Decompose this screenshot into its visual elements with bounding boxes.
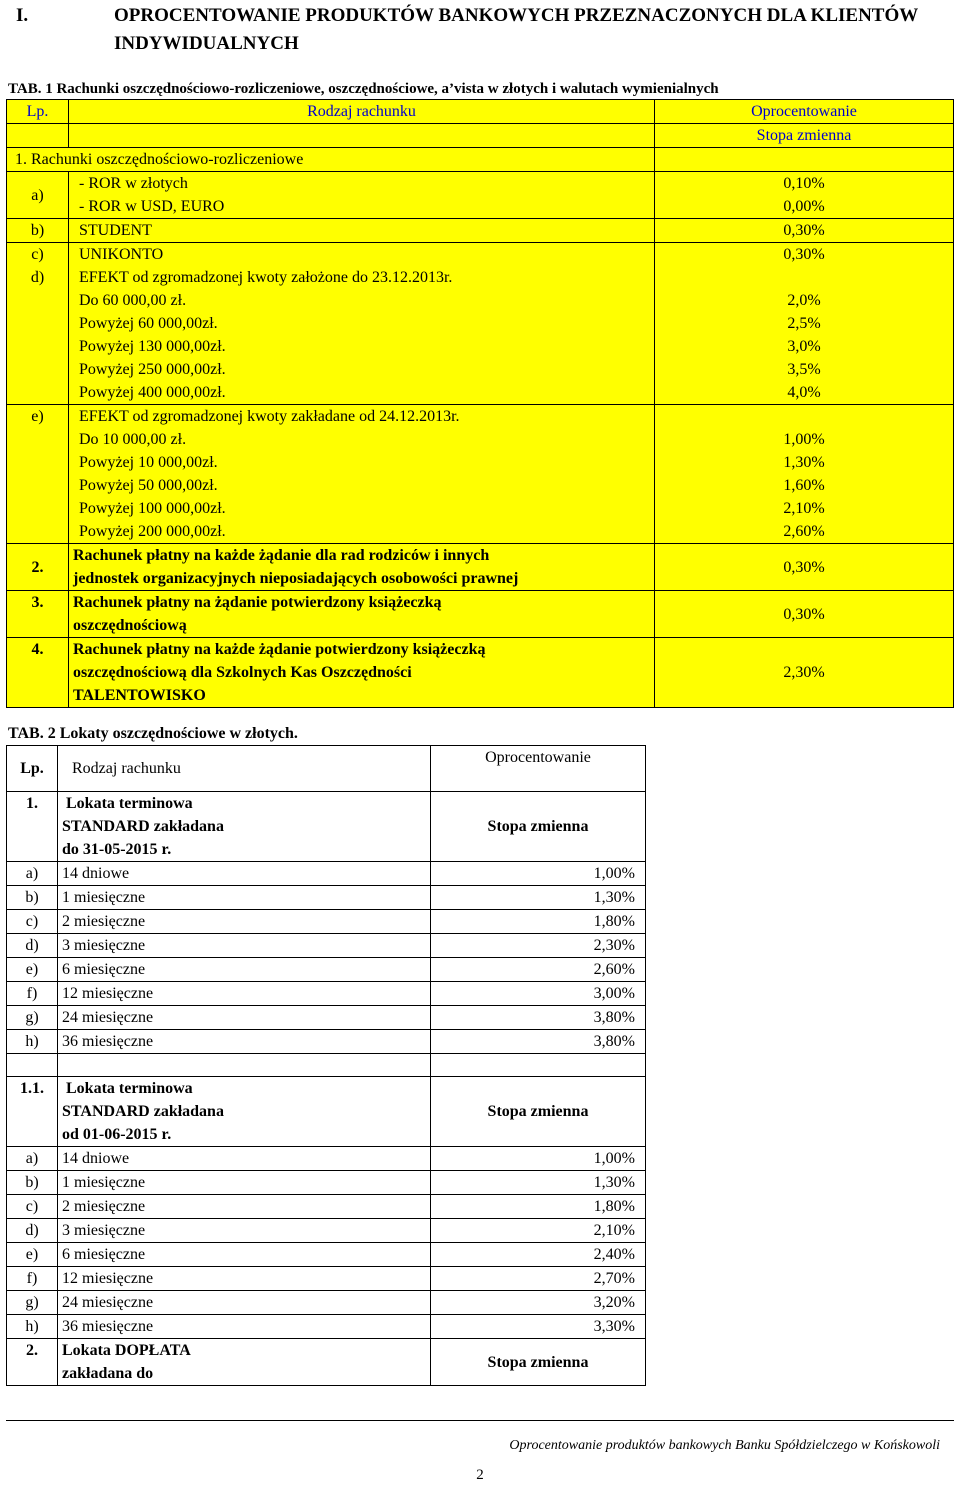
header-lp: Lp. (7, 100, 69, 124)
header-account-type: Rodzaj rachunku (69, 100, 655, 124)
table-row: 4. Rachunek płatny na każde żądanie potwierdzony książeczką oszczędnościową dla Szkolnych Kas Oszczędności TALENTOWISKO 2,30% (7, 638, 954, 708)
deposits-table (6, 745, 646, 1386)
table-row: c) 2 miesięczne 1,80% (7, 910, 646, 934)
table-row: f) 12 miesięczne 3,00% (7, 982, 646, 1006)
spacer-row (7, 1054, 646, 1077)
table-row: 3. Rachunek płatny na żądanie potwierdzony książeczką oszczędnościową 0,30% (7, 591, 954, 638)
table-row: b) STUDENT 0,30% (7, 219, 954, 243)
table-row: 2. Rachunek płatny na każde żądanie dla rad rodziców i innych jednostek organizacyjnych nieposiadających osobowości prawnej 0,30% (7, 544, 954, 591)
table-row: a) - ROR w złotych - ROR w USD, EURO 0,10% 0,00% (7, 172, 954, 219)
header-deposit-type: Rodzaj rachunku (58, 746, 431, 792)
table-row: e) 6 miesięczne 2,60% (7, 958, 646, 982)
table-row: g) 24 miesięczne 3,80% (7, 1006, 646, 1030)
table-row: e) 6 miesięczne 2,40% (7, 1243, 646, 1267)
table-row: h) 36 miesięczne 3,80% (7, 1030, 646, 1054)
table-row: d) 3 miesięczne 2,30% (7, 934, 646, 958)
footer-divider (6, 1420, 954, 1421)
header-lp: Lp. (7, 746, 58, 792)
deposit-group (7, 792, 646, 1054)
section-title: OPROCENTOWANIE PRODUKTÓW BANKOWYCH PRZEZNACZONYCH DLA KLIENTÓW INDYWIDUALNYCH (114, 5, 918, 54)
header-rate: Oprocentowanie (655, 100, 954, 124)
page-number: 2 (476, 1467, 484, 1483)
table-row: 1.1. Lokata terminowa STANDARD zakładana od 01-06-2015 r. Stopa zmienna (7, 1077, 646, 1147)
accounts-table (6, 99, 954, 708)
table-row: b) 1 miesięczne 1,30% (7, 1171, 646, 1195)
table-row: h) 36 miesięczne 3,30% (7, 1315, 646, 1339)
section-heading (16, 2, 946, 58)
table-row: c) d) UNIKONTO EFEKT od zgromadzonej kwoty założone do 23.12.2013r. Do 60 000,00 zł. Powyżej 60 000,00zł. Powyżej 130 000,00zł. Powyżej 250 000,00zł. Powyżej 400 000,00zł. 0,30% 2,0% 2,5% 3,0% 3,5% 4,0% (7, 243, 954, 405)
table-row: 2. Lokata DOPŁATA zakładana do Stopa zmienna (7, 1339, 646, 1386)
table-row: f) 12 miesięczne 2,70% (7, 1267, 646, 1291)
table1-caption: TAB. 1 Rachunki oszczędnościowo-rozliczeniowe, oszczędnościowe, a’vista w złotych i walutach wymienialnych (8, 81, 719, 97)
table-row: g) 24 miesięczne 3,20% (7, 1291, 646, 1315)
table-row: c) 2 miesięczne 1,80% (7, 1195, 646, 1219)
table-row: d) 3 miesięczne 2,10% (7, 1219, 646, 1243)
table-row: e) EFEKT od zgromadzonej kwoty zakładane od 24.12.2013r. Do 10 000,00 zł. Powyżej 10 000,00zł. Powyżej 50 000,00zł. Powyżej 100 000,00zł. Powyżej 200 000,00zł. 1,00% 1,30% 1,60% 2,10% 2,60% (7, 405, 954, 544)
table-header-row (7, 124, 954, 148)
table2-caption: TAB. 2 Lokaty oszczędnościowe w złotych. (8, 725, 298, 742)
table-row: a) 14 dniowe 1,00% (7, 1147, 646, 1171)
section-number: I. (16, 5, 29, 26)
section-row (7, 148, 954, 172)
header-rate: Oprocentowanie (431, 746, 646, 792)
header-rate-sub: Stopa zmienna (655, 124, 954, 148)
section-1-title: 1. Rachunki oszczędnościowo-rozliczeniowe (7, 148, 655, 172)
deposit-group (7, 1077, 646, 1339)
table-row: a) 14 dniowe 1,00% (7, 862, 646, 886)
table-header-row (7, 100, 954, 124)
table-row: b) 1 miesięczne 1,30% (7, 886, 646, 910)
footer-text: Oprocentowanie produktów bankowych Banku Spółdzielczego w Końskowoli (509, 1438, 940, 1453)
table-row: 1. Lokata terminowa STANDARD zakładana do 31-05-2015 r. Stopa zmienna (7, 792, 646, 862)
table-header-row (7, 746, 646, 792)
